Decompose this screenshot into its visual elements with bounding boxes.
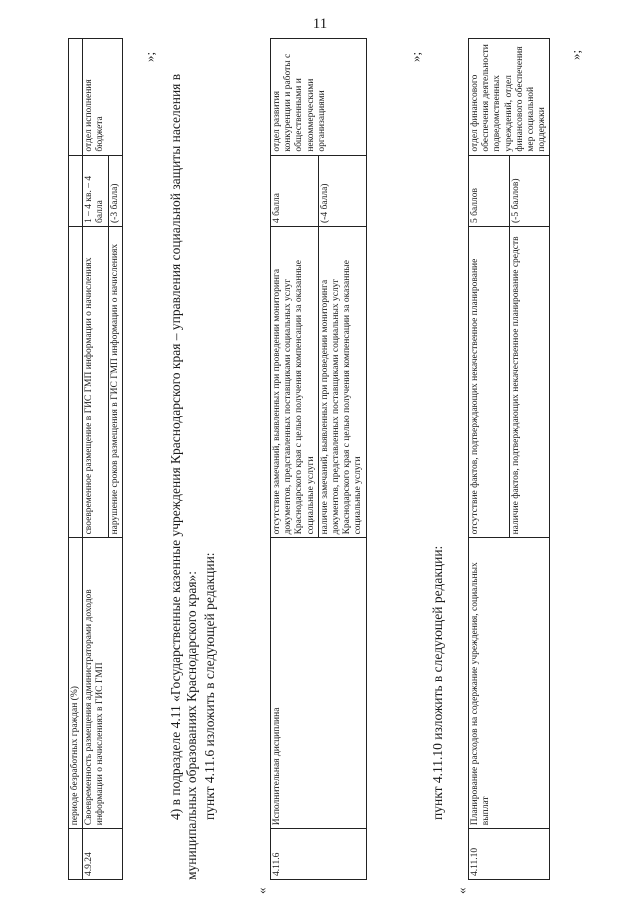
table-cell: [69, 155, 83, 226]
responsible-unit: отдел развития конкуренции и работы с общественными и некоммерческими организациями: [271, 39, 367, 156]
indicator-name: Планирование расходов на содержание учреждения, социальных выплат: [469, 538, 550, 829]
item-number: 4.11.6: [271, 829, 367, 880]
indicator-name: Исполнительная дисциплина: [271, 538, 367, 829]
table-row: [271, 39, 319, 880]
responsible-unit: отдел исполнения бюджета: [83, 39, 123, 156]
condition-text: отсутствие замечаний, выявленных при проведении мониторинга документов, представленных поставщиками социальных услуг Краснодарского края с целью получения компенсации за оказанные социальные услуги: [271, 226, 319, 537]
table-row: [469, 39, 510, 880]
table-cell: [69, 829, 83, 880]
condition-text: нарушение сроков размещения в ГИС ГМП информации о начислениях: [108, 226, 122, 537]
closing-quote: »;: [142, 51, 157, 62]
paragraph-item-4: 4) в подразделе 4.11 «Государственные казенные учреждения Краснодарского края – управления социальной защиты населения в муниципальных образованиях Краснодарского края»:: [168, 73, 199, 880]
responsible-unit: отдел финансового обеспечения деятельности подведомственных учреждений, отдел финансового обеспечения мер социальной поддержки: [469, 39, 550, 156]
closing-quote: »;: [408, 51, 423, 62]
score-text: 5 баллов: [469, 155, 510, 226]
score-text: (-3 балла): [108, 155, 122, 226]
table-cell: периоде безработных граждан (%): [69, 538, 83, 829]
score-text: 4 балла: [271, 155, 319, 226]
item-number: 4.9.24: [83, 829, 123, 880]
opening-quote: «: [454, 887, 469, 894]
indicator-name: Своевременность размещения администраторами доходов информации о начислениях в ГИС ГМП: [83, 538, 123, 829]
condition-text: наличие фактов, подтверждающих некачественное планирование средств: [509, 226, 550, 537]
condition-text: отсутствие фактов, подтверждающих некачественное планирование: [469, 226, 510, 537]
score-text: (-4 балла): [318, 155, 366, 226]
table-cell: [69, 226, 83, 537]
item-number: 4.11.10: [469, 829, 550, 880]
table-row: [69, 39, 83, 880]
page-number: 11: [312, 16, 328, 32]
table-4-11-10: [468, 38, 550, 880]
condition-text: своевременное размещение в ГИС ГМП информации о начислениях: [83, 226, 108, 537]
paragraph-subitem: пункт 4.11.6 изложить в следующей редакции:: [202, 552, 217, 820]
table-4-9-24: [68, 38, 123, 880]
rotated-page-content: [68, 40, 618, 894]
table-row: [83, 39, 108, 880]
score-text: 1 – 4 кв. – 4 балла: [83, 155, 108, 226]
paragraph-subitem: пункт 4.11.10 изложить в следующей редакции:: [430, 545, 445, 820]
closing-quote: »;: [568, 49, 583, 60]
opening-quote: «: [254, 887, 269, 894]
table-cell: [69, 39, 83, 156]
condition-text: наличие замечаний, выявленных при проведении мониторинга документов, представленных поставщиками социальных услуг Краснодарского края с целью получения компенсации за оказанные социальные услуги: [318, 226, 366, 537]
score-text: (-5 баллов): [509, 155, 550, 226]
table-4-11-6: [270, 38, 367, 880]
